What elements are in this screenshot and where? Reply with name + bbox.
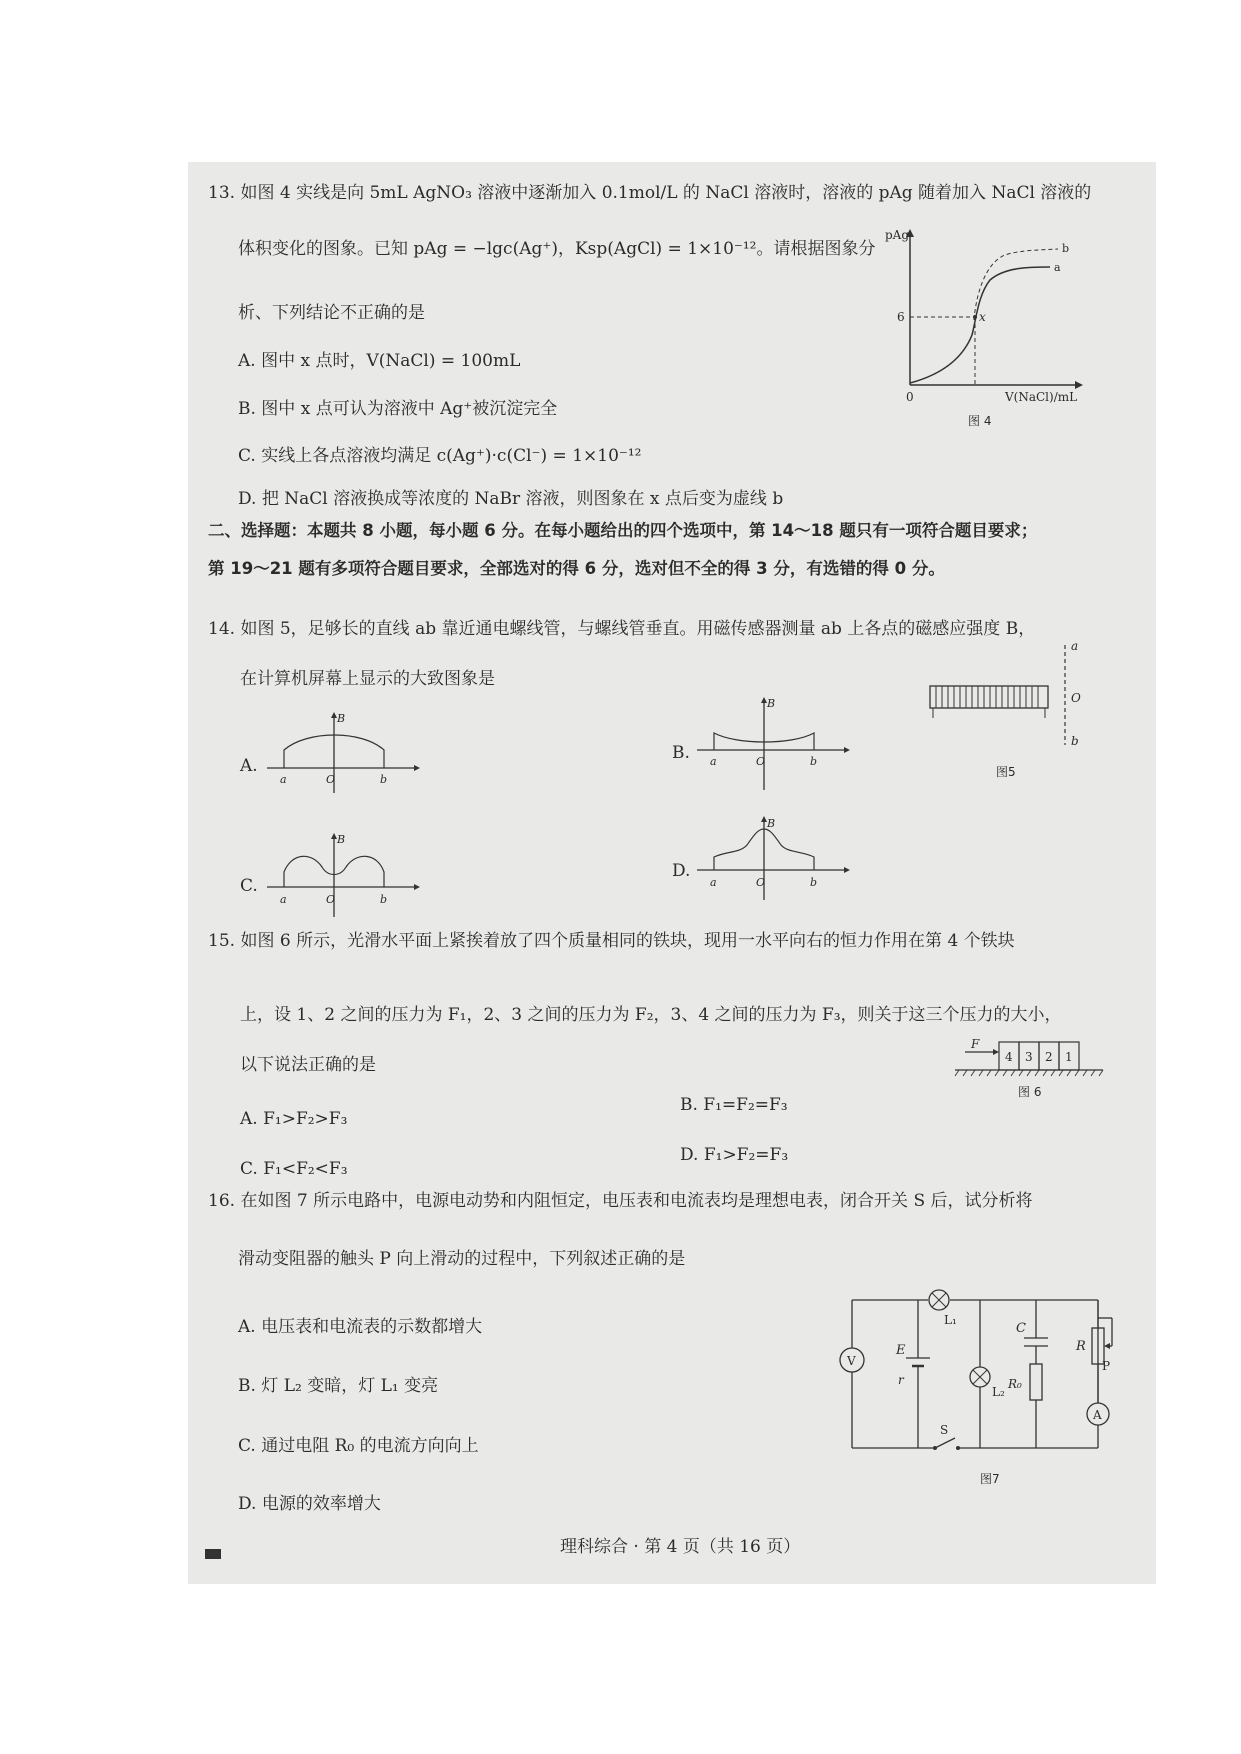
q14-option-c-label: C. — [240, 876, 258, 896]
fig4-point-x: x — [979, 310, 986, 324]
fig7-ammeter-label: A — [1093, 1408, 1102, 1422]
q16-line2: 滑动变阻器的触头 P 向上滑动的过程中，下列叙述正确的是 — [238, 1249, 686, 1269]
svg-text:B: B — [767, 697, 776, 710]
figure-7-circuit — [840, 1288, 1110, 1478]
fig4-ylabel: pAg — [885, 228, 910, 242]
fig6-block-3: 3 — [1025, 1050, 1033, 1064]
q14-graph-c — [262, 832, 422, 922]
fig4-curve-b: b — [1062, 242, 1070, 255]
q13-line2: 体积变化的图象。已知 pAg = −lgc(Ag⁺)，Ksp(AgCl) = 1×10⁻¹²。请根据图象分 — [238, 239, 876, 259]
fig6-caption: 图 6 — [1018, 1085, 1042, 1099]
fig7-r-label: r — [898, 1373, 904, 1387]
fig6-block-4: 4 — [1005, 1050, 1013, 1064]
q16-line1: 16. 在如图 7 所示电路中，电源电动势和内阻恒定，电压表和电流表均是理想电表，闭合开关 S 后，试分析将 — [208, 1191, 1033, 1211]
q16-option-c: C. 通过电阻 R₀ 的电流方向向上 — [238, 1436, 479, 1456]
q15-option-b: B. F₁=F₂=F₃ — [680, 1095, 788, 1115]
q15-line1: 15. 如图 6 所示，光滑水平面上紧挨着放了四个质量相同的铁块，现用一水平向右的恒力作用在第 4 个铁块 — [208, 931, 1015, 951]
svg-text:O: O — [756, 755, 766, 768]
q15-option-d: D. F₁>F₂=F₃ — [680, 1145, 789, 1165]
q15-option-a: A. F₁>F₂>F₃ — [240, 1109, 348, 1129]
q13-line3: 析、下列结论不正确的是 — [238, 303, 425, 323]
fig5-label-o: O — [1071, 691, 1081, 705]
fig4-ytick: 6 — [897, 310, 905, 324]
svg-text:B: B — [337, 712, 346, 725]
fig7-rheostat-label: R — [1076, 1339, 1086, 1354]
q15-line3: 以下说法正确的是 — [240, 1055, 376, 1075]
svg-text:O: O — [326, 893, 336, 906]
q13-line1: 13. 如图 4 实线是向 5mL AgNO₃ 溶液中逐渐加入 0.1mol/L 的 NaCl 溶液时，溶液的 pAg 随着加入 NaCl 溶液的 — [208, 183, 1092, 203]
q13-option-b: B. 图中 x 点可认为溶液中 Ag⁺被沉淀完全 — [238, 399, 558, 419]
q14-graph-b — [692, 695, 852, 795]
svg-text:O: O — [326, 773, 336, 786]
fig7-caption: 图7 — [980, 1472, 1000, 1486]
fig7-voltmeter-label: V — [847, 1354, 856, 1368]
svg-text:a: a — [280, 893, 287, 906]
fig7-r0-label: R₀ — [1008, 1377, 1022, 1391]
q15-option-c: C. F₁<F₂<F₃ — [240, 1159, 348, 1179]
svg-text:a: a — [710, 876, 717, 889]
q13-option-a: A. 图中 x 点时，V(NaCl) = 100mL — [238, 351, 521, 371]
figure-4-pag-graph — [880, 225, 1080, 425]
q16-option-a: A. 电压表和电流表的示数都增大 — [238, 1317, 483, 1337]
q14-option-b-label: B. — [672, 743, 690, 763]
q14-option-a-label: A. — [240, 756, 258, 776]
svg-text:B: B — [767, 817, 776, 830]
svg-text:a: a — [710, 755, 717, 768]
svg-text:b: b — [810, 876, 818, 889]
section2-line1: 二、选择题：本题共 8 小题，每小题 6 分。在每小题给出的四个选项中，第 14～18 题只有一项符合题目要求； — [208, 521, 1038, 540]
fig4-origin: 0 — [906, 390, 914, 404]
svg-text:a: a — [280, 773, 287, 786]
q14-line1: 14. 如图 5，足够长的直线 ab 靠近通电螺线管，与螺线管垂直。用磁传感器测量 ab 上各点的磁感应强度 B， — [208, 619, 1036, 639]
fig4-caption: 图 4 — [968, 414, 992, 428]
q13-option-c: C. 实线上各点溶液均满足 c(Ag⁺)·c(Cl⁻) = 1×10⁻¹² — [238, 446, 642, 466]
q16-option-d: D. 电源的效率增大 — [238, 1494, 381, 1514]
fig7-c-label: C — [1016, 1321, 1026, 1336]
fig4-curve-a: a — [1054, 261, 1061, 274]
svg-text:b: b — [380, 893, 388, 906]
fig7-l1-label: L₁ — [944, 1313, 957, 1327]
section2-line2: 第 19～21 题有多项符合题目要求，全部选对的得 6 分，选对但不全的得 3 分，有选错的得 0 分。 — [208, 559, 945, 578]
figure-5-solenoid — [925, 640, 1095, 750]
q13-option-d: D. 把 NaCl 溶液换成等浓度的 NaBr 溶液，则图象在 x 点后变为虚线 b — [238, 489, 784, 509]
corner-mark — [205, 1549, 221, 1559]
page-footer: 理科综合 · 第 4 页（共 16 页） — [560, 1537, 801, 1557]
svg-text:B: B — [337, 833, 346, 846]
figure-6-blocks — [955, 1030, 1105, 1080]
fig4-xlabel: V(NaCl)/mL — [1005, 390, 1078, 404]
q14-graph-d — [692, 815, 852, 905]
fig5-label-a: a — [1071, 639, 1079, 653]
q14-option-d-label: D. — [672, 861, 691, 881]
fig7-switch-label: S — [940, 1423, 949, 1437]
q14-graph-a — [262, 708, 422, 798]
q16-option-b: B. 灯 L₂ 变暗，灯 L₁ 变亮 — [238, 1376, 439, 1396]
fig6-force-label: F — [971, 1037, 980, 1051]
fig5-caption: 图5 — [996, 765, 1016, 779]
svg-text:b: b — [810, 755, 818, 768]
svg-text:b: b — [380, 773, 388, 786]
fig6-block-1: 1 — [1065, 1050, 1073, 1064]
fig7-emf-label: E — [896, 1343, 906, 1358]
q15-line2: 上，设 1、2 之间的压力为 F₁，2、3 之间的压力为 F₂，3、4 之间的压力为 F₃，则关于这三个压力的大小， — [240, 1005, 1062, 1025]
fig6-block-2: 2 — [1045, 1050, 1053, 1064]
q14-line2: 在计算机屏幕上显示的大致图象是 — [240, 669, 495, 689]
fig7-slider-label: P — [1102, 1359, 1111, 1373]
fig7-l2-label: L₂ — [992, 1385, 1005, 1399]
svg-text:O: O — [756, 876, 766, 889]
fig5-label-b: b — [1071, 734, 1079, 748]
